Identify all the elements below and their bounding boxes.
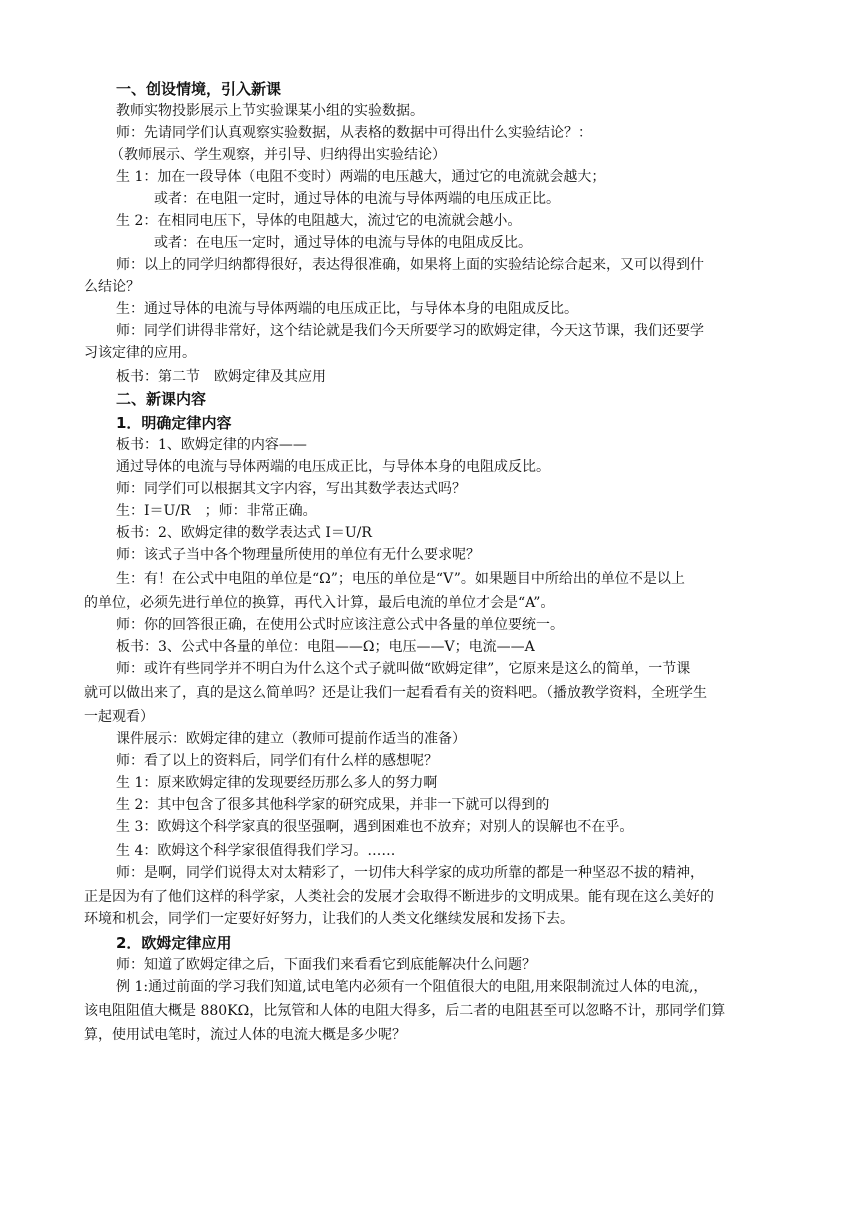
section-heading-2: 二、新课内容 bbox=[116, 390, 207, 408]
subsection-heading-2: 2．欧姆定律应用 bbox=[116, 934, 232, 952]
paragraph-line: （教师展示、学生观察，并引导、归纳得出实验结论） bbox=[110, 147, 446, 163]
paragraph-line: 师：该式子当中各个物理量所使用的单位有无什么要求呢？ bbox=[116, 547, 480, 563]
paragraph-line: 算，使用试电笔时，流过人体的电流大概是多少呢？ bbox=[84, 1027, 406, 1043]
paragraph-line: 师：知道了欧姆定律之后，下面我们来看看它到底能解决什么问题？ bbox=[116, 957, 536, 973]
section-heading-1: 一、创设情境，引入新课 bbox=[116, 80, 282, 98]
paragraph-line: 的单位，必须先进行单位的换算，再代入计算，最后电流的单位才会是“A”。 bbox=[84, 595, 555, 611]
paragraph-line: 或者：在电阻一定时，通过导体的电流与导体两端的电压成正比。 bbox=[154, 191, 560, 207]
paragraph-line: 通过导体的电流与导体两端的电压成正比，与导体本身的电阻成反比。 bbox=[116, 459, 550, 475]
paragraph-line: 一起观看） bbox=[84, 709, 154, 725]
paragraph-line: 板书：1、欧姆定律的内容—— bbox=[116, 437, 307, 453]
paragraph-line: 师：以上的同学归纳都得很好，表达得很准确，如果将上面的实验结论综合起来，又可以得到什 bbox=[116, 257, 704, 273]
paragraph-line: 师：先请同学们认真观察实验数据，从表格的数据中可得出什么实验结论？： bbox=[116, 125, 592, 141]
paragraph-line: 生 2：其中包含了很多其他科学家的研究成果，并非一下就可以得到的 bbox=[116, 797, 550, 813]
paragraph-line: 生 1：原来欧姆定律的发现要经历那么多人的努力啊 bbox=[116, 775, 438, 791]
paragraph-line: 师：是啊，同学们说得太对太精彩了，一切伟大科学家的成功所靠的都是一种坚忍不拔的精神， bbox=[116, 865, 704, 881]
paragraph-line: 生 1：加在一段导体（电阻不变时）两端的电压越大，通过它的电流就会越大； bbox=[116, 169, 606, 185]
paragraph-line: 生 2：在相同电压下，导体的电阻越大，流过它的电流就会越小。 bbox=[116, 213, 522, 229]
paragraph-line: 生：有！在公式中电阻的单位是“Ω”；电压的单位是“V”。如果题目中所给出的单位不是以上 bbox=[116, 571, 685, 587]
paragraph-line: 正是因为有了他们这样的科学家，人类社会的发展才会取得不断进步的文明成果。能有现在这么美好的 bbox=[84, 889, 714, 905]
paragraph-line: 例 1:通过前面的学习我们知道,试电笔内必须有一个阻值很大的电阻,用来限制流过人体的电流,， bbox=[116, 979, 708, 995]
paragraph-line: 习该定律的应用。 bbox=[84, 345, 196, 361]
paragraph-line: 或者：在电压一定时，通过导体的电流与导体的电阻成反比。 bbox=[154, 235, 532, 251]
paragraph-line: 板书：第二节 欧姆定律及其应用 bbox=[116, 369, 326, 385]
paragraph-line: 教师实物投影展示上节实验课某小组的实验数据。 bbox=[116, 103, 424, 119]
paragraph-line: 师：看了以上的资料后，同学们有什么样的感想呢？ bbox=[116, 753, 438, 769]
paragraph-line: 师：同学们讲得非常好，这个结论就是我们今天所要学习的欧姆定律，今天这节课，我们还要学 bbox=[116, 323, 704, 339]
paragraph-line: 么结论？ bbox=[84, 279, 140, 295]
paragraph-line: 环境和机会，同学们一定要好好努力，让我们的人类文化继续发展和发扬下去。 bbox=[84, 911, 574, 927]
paragraph-line: 生：通过导体的电流与导体两端的电压成正比，与导体本身的电阻成反比。 bbox=[116, 301, 578, 317]
paragraph-line: 生：I＝U/R ；师：非常正确。 bbox=[116, 503, 317, 519]
paragraph-line: 课件展示：欧姆定律的建立（教师可提前作适当的准备） bbox=[116, 731, 466, 747]
paragraph-line: 生 4：欧姆这个科学家很值得我们学习。…… bbox=[116, 843, 396, 859]
subsection-heading-1: 1．明确定律内容 bbox=[116, 414, 232, 432]
paragraph-line: 板书：3、公式中各量的单位：电阻——Ω；电压——V；电流——A bbox=[116, 639, 535, 655]
paragraph-line: 该电阻阻值大概是 880KΩ，比氖管和人体的电阻大得多，后二者的电阻甚至可以忽略不计，那同学们算 bbox=[84, 1003, 726, 1019]
paragraph-line: 就可以做出来了，真的是这么简单吗？还是让我们一起看看有关的资料吧。（播放教学资料，全班学生 bbox=[84, 685, 707, 701]
paragraph-line: 板书：2、欧姆定律的数学表达式 I＝U/R bbox=[116, 525, 372, 541]
paragraph-line: 生 3：欧姆这个科学家真的很坚强啊，遇到困难也不放弃；对别人的误解也不在乎。 bbox=[116, 819, 634, 835]
paragraph-line: 师：你的回答很正确，在使用公式时应该注意公式中各量的单位要统一。 bbox=[116, 617, 564, 633]
paragraph-line: 师：或许有些同学并不明白为什么这个式子就叫做“欧姆定律”，它原来是这么的简单，一节课 bbox=[116, 661, 691, 677]
paragraph-line: 师：同学们可以根据其文字内容，写出其数学表达式吗？ bbox=[116, 481, 466, 497]
